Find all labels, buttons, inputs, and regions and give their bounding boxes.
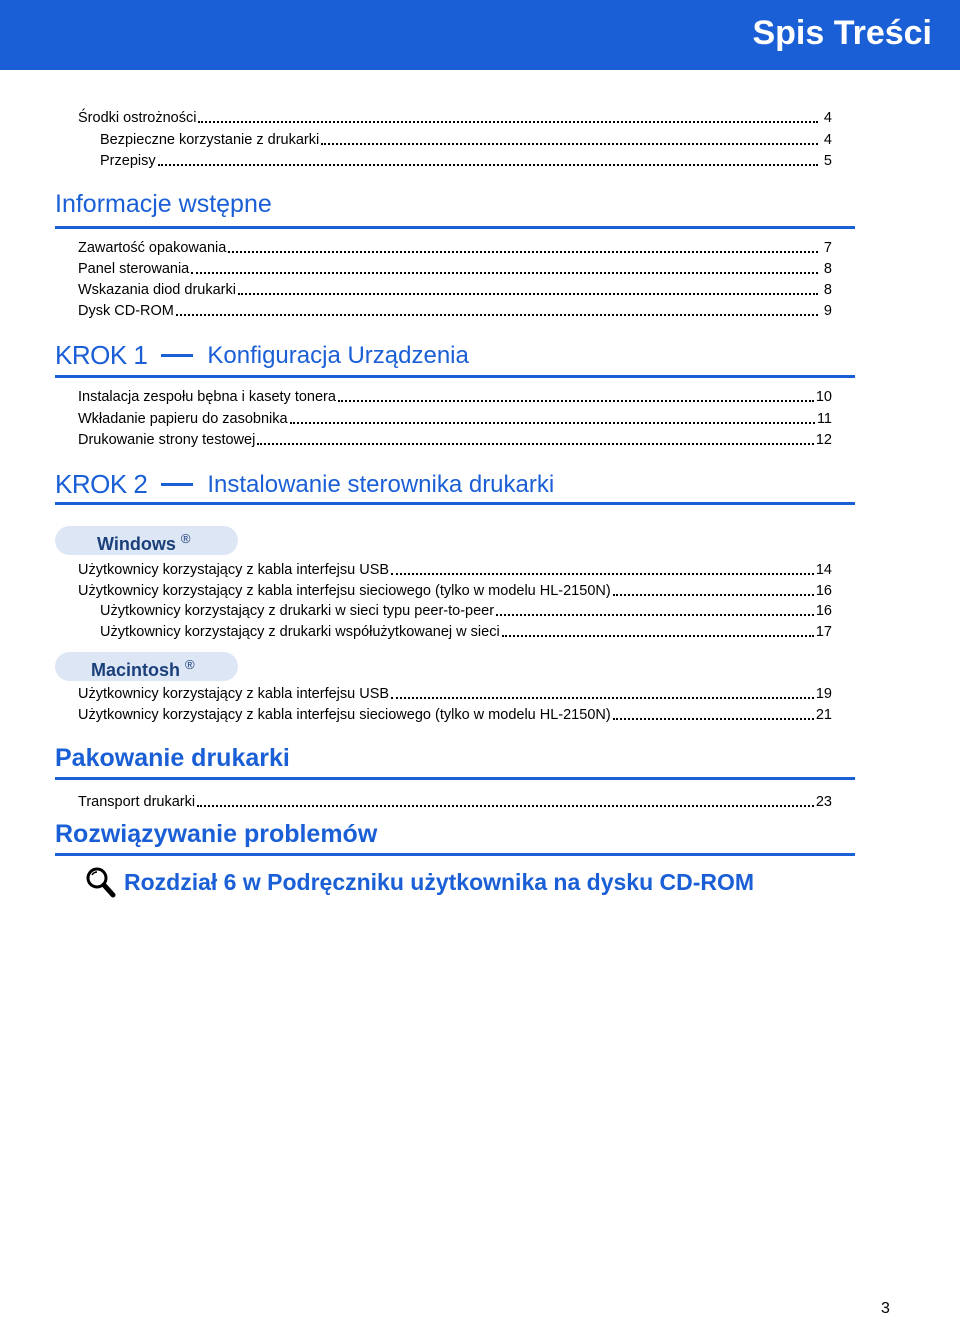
krok1-heading [55,340,469,371]
toc-entry-page: 4 [823,110,832,126]
toc-entry[interactable] [78,238,832,258]
krok2-number: KROK 2 [55,469,148,499]
toc-entry-text: Instalacja zespołu bębna i kasety tonera [78,389,336,405]
toc-entry[interactable] [78,430,832,450]
toc-entry-page: 11 [816,411,832,427]
dot-leader [197,804,814,807]
toc-entry-text: Użytkownicy korzystający z kabla interfejsu sieciowego (tylko w modelu HL-2150N) [78,583,611,599]
toc-entry-text: Użytkownicy korzystający z kabla interfejsu USB [78,562,390,578]
macintosh-label-wrap [91,657,195,681]
toc-entry-page: 23 [815,794,832,810]
toc-entry-text: Zawartość opakowania [78,240,227,256]
toc-entry[interactable] [78,684,832,704]
toc-entry[interactable] [78,581,832,601]
toc-entry-page: 4 [823,132,832,148]
dot-leader [257,442,814,445]
toc-entry-page: 7 [823,240,832,256]
hint-text: Rozdział 6 w Podręczniku użytkownika na dysku CD-ROM [124,869,755,895]
toc-entry[interactable] [78,301,832,321]
dot-leader [613,717,814,720]
toc-entry-page: 14 [815,562,832,578]
dot-leader [198,120,818,123]
toc-entry-text: Drukowanie strony testowej [78,432,256,448]
toc-entry[interactable] [78,792,832,812]
toc-entry[interactable] [78,259,832,279]
toc-entry-text: Bezpieczne korzystanie z drukarki [100,132,320,148]
toc-entry-text: Przepisy [100,153,156,169]
section-rule [55,853,855,856]
toc-entry-text: Panel sterowania [78,261,190,277]
toc-entry-text: Środki ostrożności [78,110,197,126]
dot-leader [238,292,818,295]
toc-entry[interactable] [78,280,832,300]
toc-entry-page: 8 [823,261,832,277]
toc-entry-page: 9 [823,303,832,319]
toc-entry-text: Wskazania diod drukarki [78,282,236,298]
windows-label-wrap [97,531,190,555]
toc-entry[interactable] [100,622,832,642]
krok1-number: KROK 1 [55,340,148,370]
page-number: 3 [881,1300,890,1317]
section-title-informacje: Informacje wstępne [55,190,272,218]
toc-entry-page: 16 [815,603,832,619]
section-rule [55,777,855,780]
dot-leader [391,572,814,575]
dot-leader [158,163,818,166]
page-title: Spis Treści [752,14,932,52]
section-rule [55,502,855,505]
section-rule [55,226,855,229]
os-label-windows [55,526,238,555]
krok2-title: Instalowanie sterownika drukarki [207,470,555,498]
toc-entry-page: 17 [815,624,832,640]
dot-leader [321,142,818,145]
magnifier-icon [84,866,116,898]
toc-entry-text: Użytkownicy korzystający z kabla interfejsu sieciowego (tylko w modelu HL-2150N) [78,707,611,723]
toc-entry[interactable] [78,560,832,580]
krok-dash [161,483,193,486]
toc-entry-text: Transport drukarki [78,794,196,810]
registered-mark: ® [185,657,195,672]
toc-entry[interactable] [78,387,832,407]
header-bar [0,0,960,70]
toc-entry[interactable] [100,601,832,621]
toc-entry-page: 10 [815,389,832,405]
section-title-rozwiazywanie: Rozwiązywanie problemów [55,820,378,848]
dot-leader [191,271,818,274]
toc-entry-text: Dysk CD-ROM [78,303,174,319]
toc-entry[interactable] [100,130,832,150]
toc-entry-page: 8 [823,282,832,298]
toc-entry-text: Użytkownicy korzystający z kabla interfejsu USB [78,686,390,702]
dot-leader [391,696,814,699]
windows-label: Windows [97,534,176,554]
toc-entry-text: Użytkownicy korzystający z drukarki współużytkowanej w sieci [100,624,500,640]
toc-entry-page: 21 [815,707,832,723]
dot-leader [228,250,818,253]
toc-entry-text: Wkładanie papieru do zasobnika [78,411,288,427]
toc-entry-page: 16 [815,583,832,599]
toc-entry[interactable] [78,705,832,725]
toc-entry-text: Użytkownicy korzystający z drukarki w sieci typu peer-to-peer [100,603,495,619]
toc-entry[interactable] [100,151,832,171]
os-label-macintosh [55,652,238,681]
krok2-heading [55,469,554,500]
krok-dash [161,354,193,357]
macintosh-label: Macintosh [91,660,181,680]
dot-leader [338,399,814,402]
krok1-title: Konfiguracja Urządzenia [207,341,469,369]
section-rule [55,375,855,378]
dot-leader [502,634,814,637]
section-title-pakowanie: Pakowanie drukarki [55,744,290,772]
toc-entry[interactable] [78,108,832,128]
dot-leader [496,613,814,616]
dot-leader [176,313,818,316]
toc-entry-page: 12 [815,432,832,448]
toc-entry-page: 5 [823,153,832,169]
toc-entry-page: 19 [815,686,832,702]
dot-leader [613,593,814,596]
registered-mark: ® [180,531,191,546]
dot-leader [290,421,815,424]
toc-entry[interactable] [78,409,832,429]
